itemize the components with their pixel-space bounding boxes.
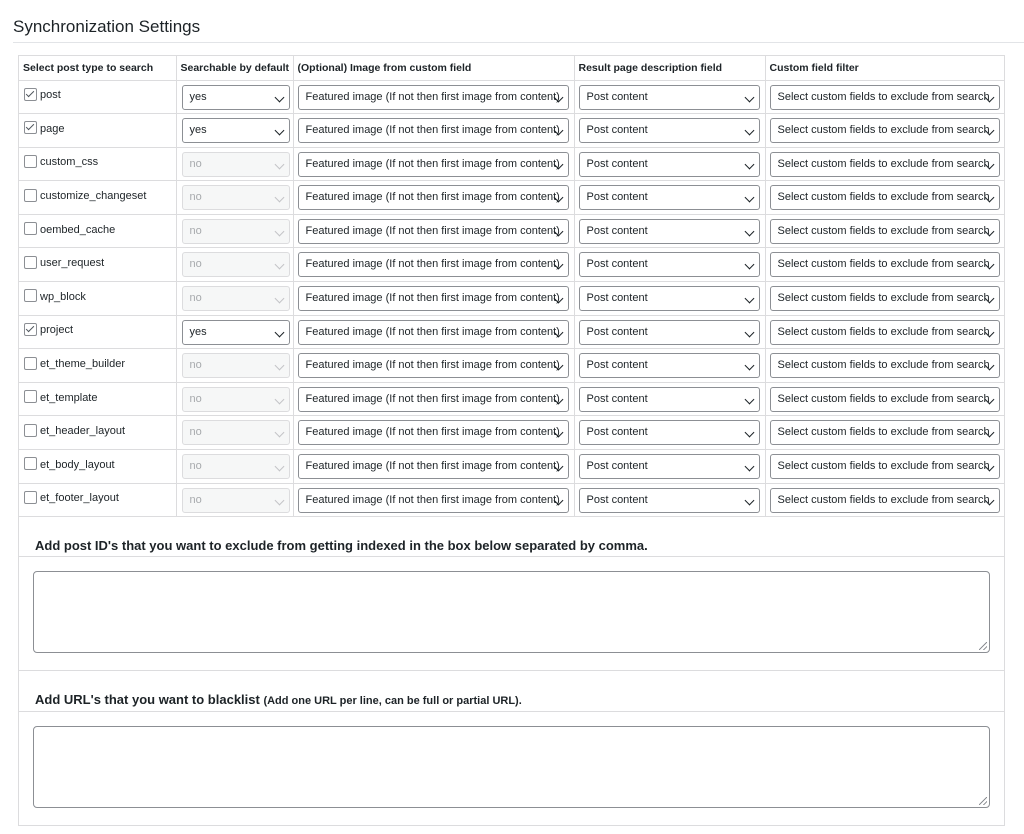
table-header-row	[19, 56, 1005, 80]
searchable-select[interactable]	[182, 85, 290, 110]
post-type-checkbox[interactable]	[24, 457, 37, 470]
chevron-down-icon	[744, 462, 754, 472]
exclude-ids-label: Add post ID's that you want to exclude from getting indexed in the box below separated by comma.	[35, 538, 648, 553]
image-field-select[interactable]	[298, 152, 569, 177]
chevron-down-icon	[274, 394, 284, 404]
custom-filter-select-value: Select custom fields to exclude from search	[777, 258, 990, 271]
description-field-cell	[574, 214, 765, 248]
searchable-cell	[176, 181, 293, 215]
searchable-select	[182, 185, 290, 210]
description-field-select-value: Post content	[586, 292, 648, 305]
chevron-down-icon	[274, 126, 284, 136]
custom-filter-select-value: Select custom fields to exclude from search	[777, 460, 990, 473]
image-field-select[interactable]	[298, 353, 569, 378]
chevron-down-icon	[274, 428, 284, 438]
description-field-select[interactable]	[579, 118, 760, 143]
description-field-select-value: Post content	[586, 191, 648, 204]
searchable-select-value: yes	[189, 325, 207, 338]
searchable-cell	[176, 114, 293, 148]
image-field-select-value: Featured image (If not then first image from content)	[305, 124, 560, 137]
post-type-label: et_footer_layout	[40, 492, 119, 505]
description-field-cell	[574, 114, 765, 148]
searchable-select	[182, 219, 290, 244]
post-type-cell	[19, 282, 176, 316]
image-field-cell	[293, 382, 574, 416]
searchable-cell	[176, 282, 293, 316]
image-field-select[interactable]	[298, 420, 569, 445]
image-field-select[interactable]	[298, 320, 569, 345]
post-type-checkbox[interactable]	[24, 357, 37, 370]
description-field-select-value: Post content	[586, 359, 648, 372]
searchable-select-value: no	[189, 191, 202, 204]
post-type-label: oembed_cache	[40, 223, 116, 236]
searchable-cell	[176, 147, 293, 181]
image-field-select[interactable]	[298, 286, 569, 311]
description-field-cell	[574, 248, 765, 282]
post-type-cell	[19, 315, 176, 349]
blacklist-hint: (Add one URL per line, can be full or partial URL).	[263, 695, 522, 707]
description-field-select-value: Post content	[586, 157, 648, 170]
custom-filter-select[interactable]	[770, 85, 1000, 110]
searchable-select	[182, 420, 290, 445]
searchable-cell	[176, 483, 293, 517]
custom-filter-select[interactable]	[770, 454, 1000, 479]
image-field-select[interactable]	[298, 219, 569, 244]
custom-filter-cell	[765, 282, 1005, 316]
post-type-checkbox[interactable]	[24, 155, 37, 168]
post-type-label: project	[40, 324, 74, 337]
image-field-select[interactable]	[298, 387, 569, 412]
custom-filter-select-value: Select custom fields to exclude from search	[777, 325, 990, 338]
chevron-down-icon	[274, 92, 284, 102]
chevron-down-icon	[744, 226, 754, 236]
blacklist-textarea[interactable]	[33, 726, 990, 808]
table-row	[19, 114, 1005, 148]
post-type-cell	[19, 416, 176, 450]
searchable-select	[182, 488, 290, 513]
section-divider	[19, 711, 1004, 712]
chevron-down-icon	[744, 126, 754, 136]
table-row	[19, 450, 1005, 484]
table-row	[19, 80, 1005, 114]
searchable-select	[182, 252, 290, 277]
chevron-down-icon	[744, 327, 754, 337]
exclude-ids-textarea[interactable]	[33, 571, 990, 653]
custom-filter-cell	[765, 248, 1005, 282]
post-type-label: page	[40, 122, 65, 135]
image-field-select-value: Featured image (If not then first image from content)	[305, 224, 560, 237]
settings-panel	[18, 55, 1005, 826]
custom-filter-select-value: Select custom fields to exclude from search	[777, 191, 990, 204]
description-field-select[interactable]	[579, 219, 760, 244]
description-field-cell	[574, 147, 765, 181]
post-type-cell	[19, 147, 176, 181]
section-divider	[19, 516, 1004, 517]
description-field-select[interactable]	[579, 454, 760, 479]
custom-filter-cell	[765, 416, 1005, 450]
image-field-select[interactable]	[298, 252, 569, 277]
custom-filter-cell	[765, 382, 1005, 416]
searchable-select[interactable]	[182, 320, 290, 345]
chevron-down-icon	[274, 495, 284, 505]
image-field-cell	[293, 80, 574, 114]
post-type-cell	[19, 483, 176, 517]
post-type-label: et_body_layout	[40, 458, 115, 471]
chevron-down-icon	[744, 361, 754, 371]
post-type-checkbox[interactable]	[24, 189, 37, 202]
description-field-select[interactable]	[579, 420, 760, 445]
chevron-down-icon	[274, 159, 284, 169]
searchable-cell	[176, 80, 293, 114]
searchable-select-value: no	[189, 157, 202, 170]
table-row	[19, 248, 1005, 282]
chevron-down-icon	[744, 92, 754, 102]
searchable-cell	[176, 315, 293, 349]
searchable-select	[182, 152, 290, 177]
description-field-select-value: Post content	[586, 426, 648, 439]
table-row	[19, 147, 1005, 181]
image-field-cell	[293, 315, 574, 349]
column-header-post-type: Select post type to search	[19, 56, 176, 80]
description-field-cell	[574, 450, 765, 484]
description-field-select[interactable]	[579, 320, 760, 345]
custom-filter-cell	[765, 214, 1005, 248]
table-row	[19, 382, 1005, 416]
searchable-select-value: no	[189, 292, 202, 305]
image-field-cell	[293, 181, 574, 215]
image-field-select-value: Featured image (If not then first image from content)	[305, 426, 560, 439]
image-field-select[interactable]	[298, 118, 569, 143]
custom-filter-select-value: Select custom fields to exclude from search	[777, 157, 990, 170]
image-field-select-value: Featured image (If not then first image from content)	[305, 90, 560, 103]
image-field-cell	[293, 114, 574, 148]
chevron-down-icon	[274, 462, 284, 472]
image-field-cell	[293, 282, 574, 316]
image-field-cell	[293, 248, 574, 282]
section-divider	[19, 556, 1004, 557]
column-header-searchable: Searchable by default	[176, 56, 293, 80]
searchable-select-value: no	[189, 460, 202, 473]
chevron-down-icon	[274, 260, 284, 270]
post-type-checkbox[interactable]	[24, 424, 37, 437]
post-type-cell	[19, 80, 176, 114]
description-field-select-value: Post content	[586, 460, 648, 473]
image-field-cell	[293, 349, 574, 383]
searchable-select[interactable]	[182, 118, 290, 143]
post-type-cell	[19, 349, 176, 383]
searchable-select	[182, 387, 290, 412]
post-type-checkbox[interactable]	[24, 491, 37, 504]
searchable-cell	[176, 349, 293, 383]
searchable-select	[182, 454, 290, 479]
description-field-cell	[574, 382, 765, 416]
custom-filter-cell	[765, 80, 1005, 114]
image-field-select[interactable]	[298, 488, 569, 513]
searchable-select-value: no	[189, 258, 202, 271]
post-type-cell	[19, 181, 176, 215]
custom-filter-select[interactable]	[770, 252, 1000, 277]
searchable-select-value: no	[189, 426, 202, 439]
image-field-select-value: Featured image (If not then first image from content)	[305, 359, 560, 372]
post-type-label: et_theme_builder	[40, 358, 126, 371]
chevron-down-icon	[274, 193, 284, 203]
chevron-down-icon	[274, 327, 284, 337]
chevron-down-icon	[744, 294, 754, 304]
custom-filter-select-value: Select custom fields to exclude from search	[777, 124, 990, 137]
searchable-cell	[176, 382, 293, 416]
description-field-select-value: Post content	[586, 90, 648, 103]
searchable-select	[182, 353, 290, 378]
post-type-cell	[19, 450, 176, 484]
custom-filter-select[interactable]	[770, 118, 1000, 143]
description-field-select-value: Post content	[586, 493, 648, 506]
image-field-select-value: Featured image (If not then first image from content)	[305, 157, 560, 170]
post-type-checkbox[interactable]	[24, 222, 37, 235]
image-field-select[interactable]	[298, 85, 569, 110]
image-field-select-value: Featured image (If not then first image from content)	[305, 325, 560, 338]
post-type-checkbox[interactable]	[24, 289, 37, 302]
description-field-select[interactable]	[579, 185, 760, 210]
post-type-cell	[19, 214, 176, 248]
chevron-down-icon	[274, 226, 284, 236]
description-field-cell	[574, 416, 765, 450]
custom-filter-cell	[765, 349, 1005, 383]
image-field-select-value: Featured image (If not then first image from content)	[305, 460, 560, 473]
custom-filter-cell	[765, 315, 1005, 349]
post-type-checkbox[interactable]	[24, 390, 37, 403]
custom-filter-select-value: Select custom fields to exclude from search	[777, 359, 990, 372]
description-field-select[interactable]	[579, 85, 760, 110]
custom-filter-cell	[765, 483, 1005, 517]
description-field-cell	[574, 181, 765, 215]
custom-filter-select-value: Select custom fields to exclude from search	[777, 426, 990, 439]
post-type-label: et_header_layout	[40, 425, 126, 438]
image-field-select-value: Featured image (If not then first image from content)	[305, 191, 560, 204]
custom-filter-select[interactable]	[770, 185, 1000, 210]
custom-filter-select-value: Select custom fields to exclude from search	[777, 224, 990, 237]
custom-filter-cell	[765, 450, 1005, 484]
column-header-image-field: (Optional) Image from custom field	[293, 56, 574, 80]
post-type-cell	[19, 248, 176, 282]
chevron-down-icon	[744, 260, 754, 270]
custom-filter-select-value: Select custom fields to exclude from search	[777, 392, 990, 405]
table-row	[19, 282, 1005, 316]
custom-filter-select-value: Select custom fields to exclude from search	[777, 292, 990, 305]
custom-filter-cell	[765, 114, 1005, 148]
description-field-select[interactable]	[579, 152, 760, 177]
searchable-select-value: no	[189, 392, 202, 405]
searchable-select-value: no	[189, 493, 202, 506]
table-row	[19, 315, 1005, 349]
post-type-cell	[19, 114, 176, 148]
custom-filter-select[interactable]	[770, 353, 1000, 378]
table-row	[19, 214, 1005, 248]
column-header-custom-filter: Custom field filter	[765, 56, 1005, 80]
custom-filter-select[interactable]	[770, 420, 1000, 445]
image-field-select-value: Featured image (If not then first image from content)	[305, 392, 560, 405]
description-field-select[interactable]	[579, 353, 760, 378]
searchable-select-value: no	[189, 359, 202, 372]
description-field-select-value: Post content	[586, 258, 648, 271]
table-row	[19, 416, 1005, 450]
image-field-cell	[293, 450, 574, 484]
chevron-down-icon	[744, 394, 754, 404]
custom-filter-cell	[765, 181, 1005, 215]
searchable-select	[182, 286, 290, 311]
chevron-down-icon	[274, 361, 284, 371]
chevron-down-icon	[744, 428, 754, 438]
post-type-checkbox[interactable]	[24, 88, 37, 101]
table-row	[19, 349, 1005, 383]
chevron-down-icon	[274, 294, 284, 304]
custom-filter-select[interactable]	[770, 152, 1000, 177]
custom-filter-select[interactable]	[770, 286, 1000, 311]
post-type-checkbox[interactable]	[24, 121, 37, 134]
resize-handle-icon[interactable]	[979, 797, 987, 805]
post-type-label: customize_changeset	[40, 190, 147, 203]
description-field-select-value: Post content	[586, 224, 648, 237]
image-field-cell	[293, 416, 574, 450]
post-type-label: wp_block	[40, 290, 86, 303]
searchable-cell	[176, 248, 293, 282]
post-type-label: et_template	[40, 391, 98, 404]
image-field-select-value: Featured image (If not then first image from content)	[305, 292, 560, 305]
post-type-label: user_request	[40, 257, 105, 270]
searchable-select-value: yes	[189, 90, 207, 103]
image-field-cell	[293, 483, 574, 517]
custom-filter-select[interactable]	[770, 387, 1000, 412]
resize-handle-icon[interactable]	[979, 642, 987, 650]
post-type-label: custom_css	[40, 156, 99, 169]
table-row	[19, 181, 1005, 215]
searchable-cell	[176, 450, 293, 484]
searchable-select-value: no	[189, 224, 202, 237]
image-field-select[interactable]	[298, 185, 569, 210]
description-field-cell	[574, 483, 765, 517]
image-field-select[interactable]	[298, 454, 569, 479]
page-title: Synchronization Settings	[13, 17, 201, 36]
description-field-select[interactable]	[579, 286, 760, 311]
custom-filter-select[interactable]	[770, 488, 1000, 513]
post-type-checkbox[interactable]	[24, 323, 37, 336]
custom-filter-cell	[765, 147, 1005, 181]
description-field-cell	[574, 282, 765, 316]
description-field-cell	[574, 315, 765, 349]
post-type-cell	[19, 382, 176, 416]
description-field-select[interactable]	[579, 252, 760, 277]
section-divider	[19, 670, 1004, 671]
table-row	[19, 483, 1005, 517]
post-type-table	[19, 56, 1005, 517]
column-header-description-field: Result page description field	[574, 56, 765, 80]
image-field-cell	[293, 214, 574, 248]
chevron-down-icon	[744, 495, 754, 505]
searchable-select-value: yes	[189, 124, 207, 137]
description-field-select-value: Post content	[586, 325, 648, 338]
post-type-checkbox[interactable]	[24, 256, 37, 269]
chevron-down-icon	[744, 193, 754, 203]
post-type-label: post	[40, 89, 61, 102]
description-field-cell	[574, 80, 765, 114]
description-field-select-value: Post content	[586, 392, 648, 405]
custom-filter-select-value: Select custom fields to exclude from search	[777, 493, 990, 506]
description-field-select-value: Post content	[586, 124, 648, 137]
image-field-cell	[293, 147, 574, 181]
image-field-select-value: Featured image (If not then first image from content)	[305, 258, 560, 271]
searchable-cell	[176, 214, 293, 248]
chevron-down-icon	[744, 159, 754, 169]
blacklist-label	[35, 692, 522, 707]
image-field-select-value: Featured image (If not then first image from content)	[305, 493, 560, 506]
custom-filter-select[interactable]	[770, 219, 1000, 244]
custom-filter-select-value: Select custom fields to exclude from search	[777, 90, 990, 103]
custom-filter-select[interactable]	[770, 320, 1000, 345]
description-field-select[interactable]	[579, 488, 760, 513]
searchable-cell	[176, 416, 293, 450]
blacklist-label-text: Add URL's that you want to blacklist	[35, 692, 260, 707]
description-field-cell	[574, 349, 765, 383]
description-field-select[interactable]	[579, 387, 760, 412]
title-divider	[13, 42, 1024, 43]
